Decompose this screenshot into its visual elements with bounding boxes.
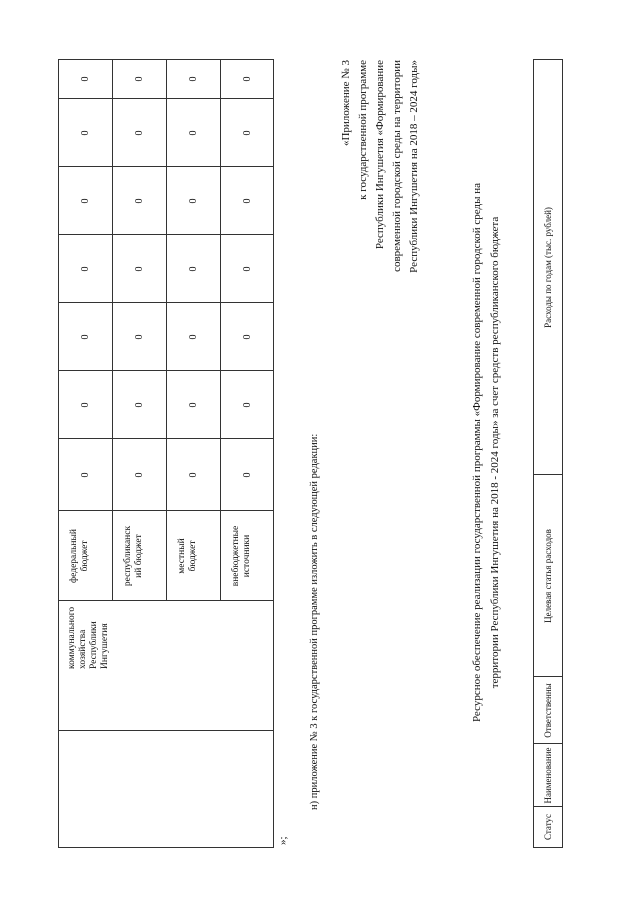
source-label: местный бюджет — [177, 538, 198, 574]
funding-value: 0 — [133, 198, 145, 204]
table-end-mark: »; — [277, 836, 289, 845]
funding-value: 0 — [133, 76, 145, 82]
table-row-divider — [112, 60, 113, 601]
funding-value: 0 — [187, 334, 199, 340]
header-status: Статус — [543, 814, 553, 840]
funding-value: 0 — [79, 198, 91, 204]
header-expenses-by-year: Расходы по годам (тыс. рублей) — [543, 207, 553, 328]
appendix-header: «Приложение № 3 к государственной программе Республики Ингушетия «Формирование современной городской среды на территории Республики Ингушетия на 2018 – 2024 годы» — [340, 60, 420, 273]
funding-value: 0 — [133, 402, 145, 408]
funding-value: 0 — [241, 472, 253, 478]
funding-value: 0 — [187, 130, 199, 136]
funding-value: 0 — [79, 334, 91, 340]
funding-value: 0 — [187, 402, 199, 408]
funding-value: 0 — [187, 472, 199, 478]
funding-value: 0 — [241, 130, 253, 136]
funding-value: 0 — [79, 76, 91, 82]
resource-table-header — [533, 59, 563, 848]
table-col-divider — [59, 730, 273, 731]
funding-value: 0 — [241, 402, 253, 408]
funding-table-fragment — [58, 59, 274, 848]
instruction-paragraph: н) приложение № 3 к государственной программе изложить в следующей редакции: — [309, 433, 320, 810]
funding-value: 0 — [79, 472, 91, 478]
funding-value: 0 — [241, 266, 253, 272]
responsible-cell: коммунального хозяйства Республики Ингушетия — [67, 606, 110, 669]
source-label: республиканск ий бюджет — [123, 525, 144, 587]
funding-value: 0 — [79, 130, 91, 136]
funding-value: 0 — [79, 266, 91, 272]
funding-value: 0 — [187, 76, 199, 82]
funding-value: 0 — [133, 472, 145, 478]
funding-value: 0 — [187, 198, 199, 204]
funding-value: 0 — [187, 266, 199, 272]
header-target-article: Целевая статья расходов — [543, 529, 553, 623]
source-label: федеральный бюджет — [69, 529, 90, 583]
source-label: внебюджетные источники — [231, 525, 252, 587]
resource-title: Ресурсное обеспечение реализации государственной программы «Формирование современной городской среды на территории Республики Ингушетия на 2018 - 2024 годы» за счет средств республиканского бюджета — [471, 182, 501, 723]
table-row-divider — [166, 60, 167, 601]
funding-value: 0 — [241, 334, 253, 340]
header-responsible: Ответственны — [543, 683, 553, 738]
funding-value: 0 — [241, 76, 253, 82]
header-name: Наименование — [543, 747, 553, 804]
funding-value: 0 — [133, 266, 145, 272]
funding-value: 0 — [133, 130, 145, 136]
funding-value: 0 — [241, 198, 253, 204]
funding-value: 0 — [79, 402, 91, 408]
table-row-divider — [220, 60, 221, 601]
funding-value: 0 — [133, 334, 145, 340]
